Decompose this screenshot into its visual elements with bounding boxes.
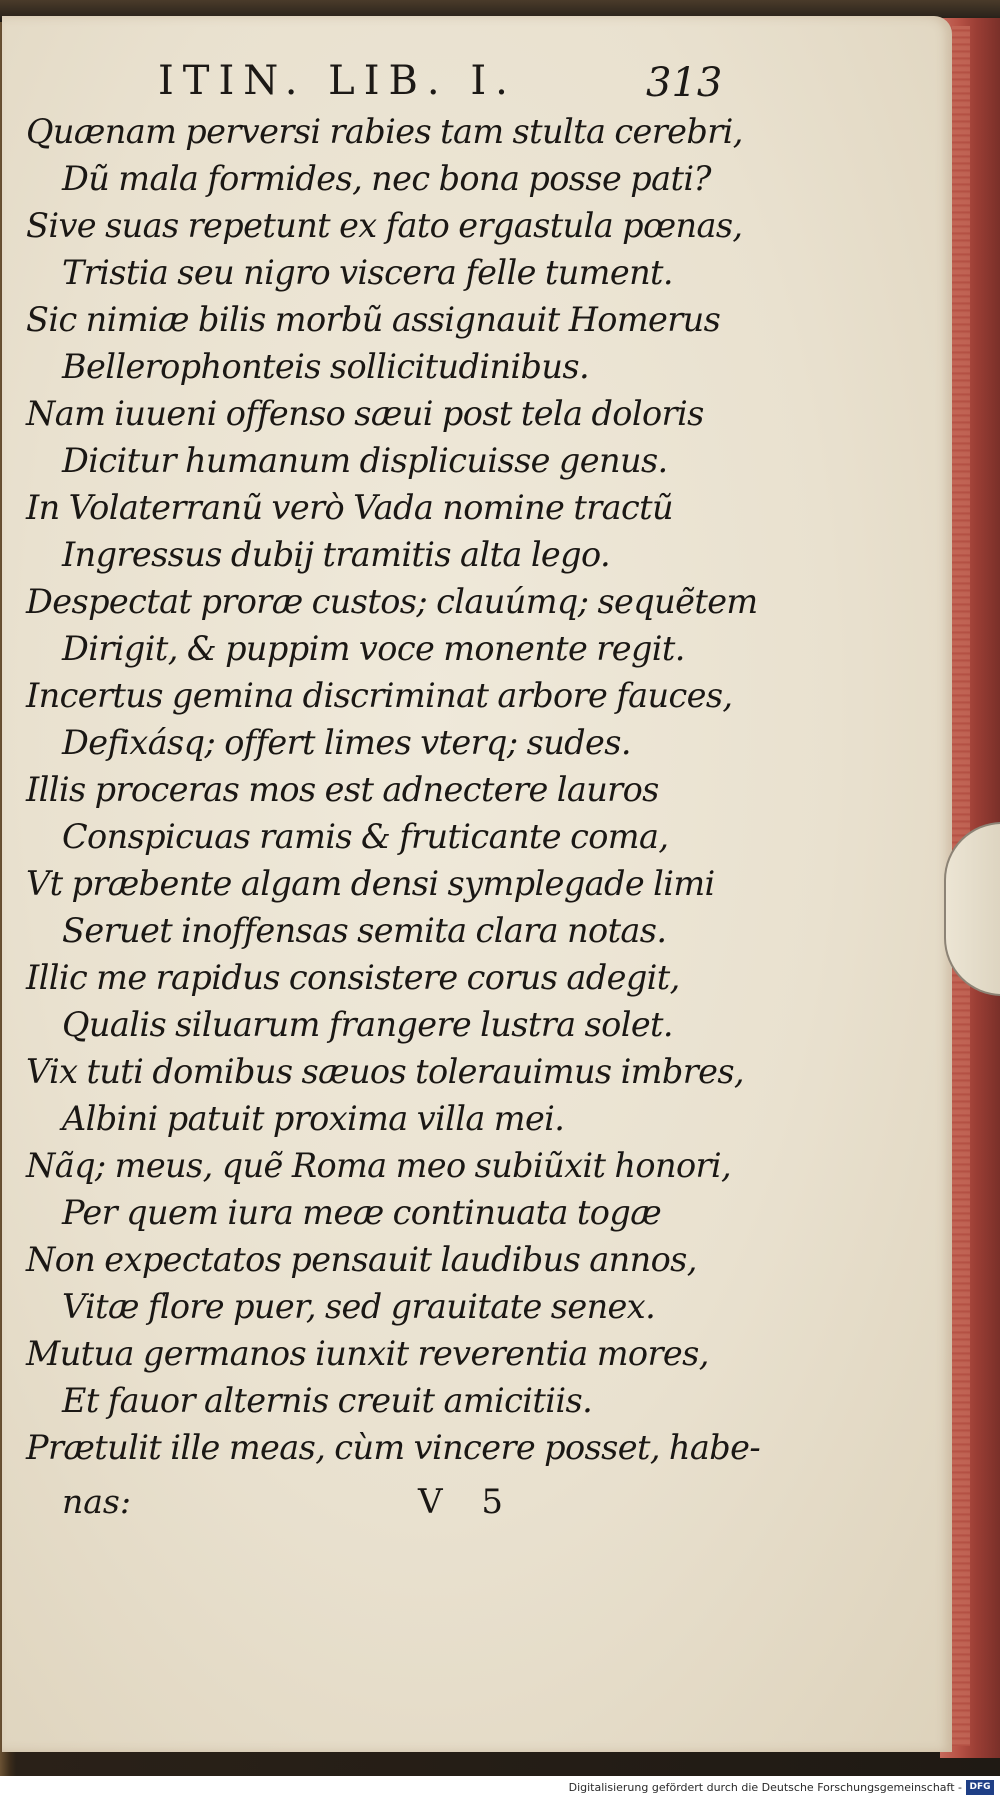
verse-line: Non expectatos pensauit laudibus annos, xyxy=(26,1240,697,1279)
verse-line: Qualis siluarum frangere lustra solet. xyxy=(62,1005,673,1044)
dfg-logo: DFG xyxy=(966,1780,994,1795)
verse-line: Prætulit ille meas, cùm vincere posset, habe- xyxy=(26,1428,761,1467)
verse-line: Incertus gemina discriminat arbore fauces, xyxy=(26,676,733,715)
page-number: 313 xyxy=(646,60,723,106)
signature-mark: V 5 xyxy=(418,1482,517,1522)
verse-line: Dũ mala formides, nec bona posse pati? xyxy=(62,159,711,198)
running-title: ITIN. LIB. I. xyxy=(158,58,517,104)
verse-line: Nam iuueni offenso sæui post tela doloris xyxy=(26,394,704,433)
verse-line: Sic nimiæ bilis morbũ assignauit Homerus xyxy=(26,300,721,339)
verse-line: Sive suas repetunt ex fato ergastula pœnas, xyxy=(26,206,743,245)
verse-line: Per quem iura meæ continuata togæ xyxy=(62,1193,662,1232)
verse-line: Et fauor alternis creuit amicitiis. xyxy=(62,1381,593,1420)
verse-line: Defixásq; offert limes vterq; sudes. xyxy=(62,723,631,762)
verse-line: Ingressus dubij tramitis alta lego. xyxy=(62,535,611,574)
catchword: nas: xyxy=(62,1482,131,1521)
verse-line: Quænam perversi rabies tam stulta cerebri, xyxy=(26,112,743,151)
verse-line: Vt præbente algam densi symplegade limi xyxy=(26,864,715,903)
verse-text xyxy=(0,108,945,1471)
verse-line: Illis proceras mos est adnectere lauros xyxy=(26,770,659,809)
verse-line: Illic me rapidus consistere corus adegit, xyxy=(26,958,680,997)
verse-line: Despectat proræ custos; clauúmq; sequẽtem xyxy=(26,582,758,621)
verse-line: Seruet inoffensas semita clara notas. xyxy=(62,911,667,950)
footer-credit: Digitalisierung gefördert durch die Deutsche Forschungsgemeinschaft - xyxy=(568,1781,962,1794)
verse-line: Vix tuti domibus sæuos tolerauimus imbres, xyxy=(26,1052,744,1091)
verse-line: Vitæ flore puer, sed grauitate senex. xyxy=(62,1287,656,1326)
verse-line: Bellerophonteis sollicitudinibus. xyxy=(62,347,590,386)
verse-line: In Volaterranũ verò Vada nomine tractũ xyxy=(26,488,673,527)
verse-line: Dicitur humanum displicuisse genus. xyxy=(62,441,668,480)
verse-line: Mutua germanos iunxit reverentia mores, xyxy=(26,1334,709,1373)
verse-line: Tristia seu nigro viscera felle tument. xyxy=(62,253,673,292)
verse-line: Albini patuit proxima villa mei. xyxy=(62,1099,565,1138)
verse-line: Nãq; meus, quẽ Roma meo subiũxit honori, xyxy=(26,1146,732,1185)
verse-line: Dirigit, & puppim voce monente regit. xyxy=(62,629,685,668)
digitization-footer xyxy=(0,1776,1000,1800)
verse-line: Conspicuas ramis & fruticante coma, xyxy=(62,817,669,856)
